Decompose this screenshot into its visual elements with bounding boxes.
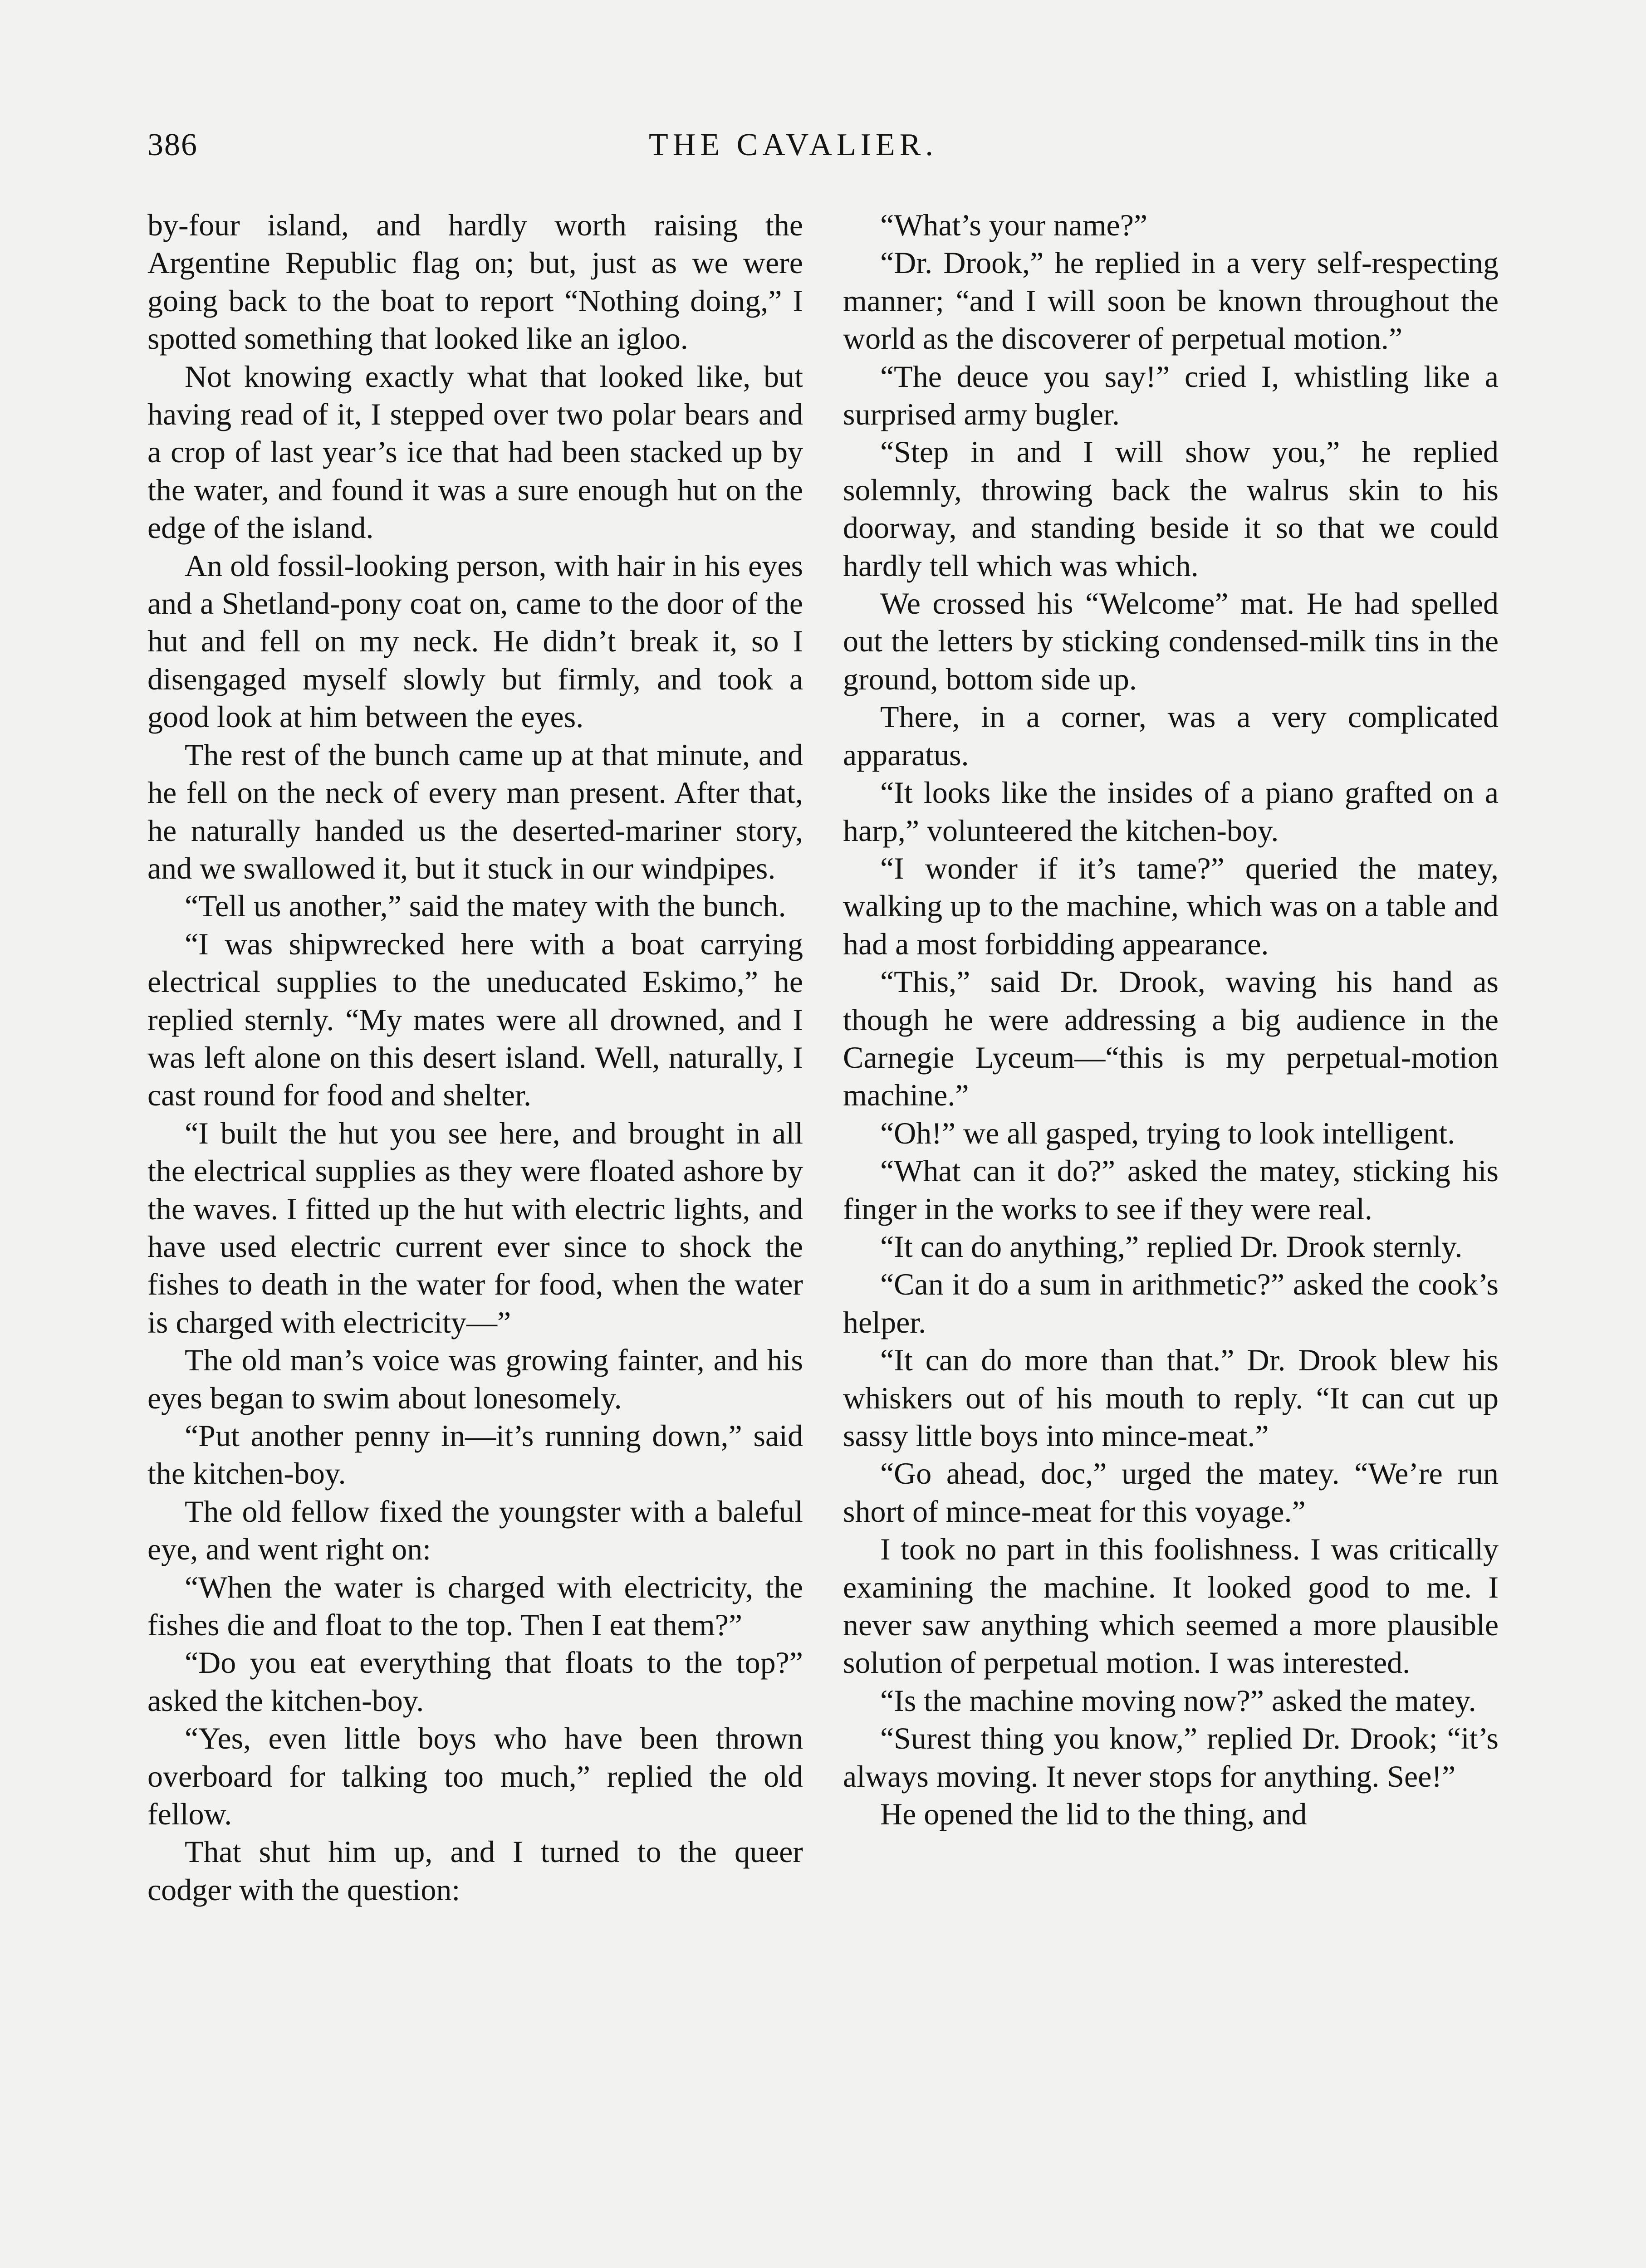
paragraph: “The deuce you say!” cried I, whistling like a surprised army bugler. <box>843 359 1499 432</box>
paragraph: “It can do anything,” replied Dr. Drook sternly. <box>880 1229 1463 1264</box>
paragraph: Not knowing exactly what that looked like, but having read of it, I stepped over two polar bears and a crop of last year’s ice that had been stacked up by the water, and found it was a sure enough hut on the edge of the island. <box>147 359 803 545</box>
paragraph: “Do you eat everything that floats to the top?” asked the kitchen-boy. <box>147 1645 803 1718</box>
paragraph: “It can do more than that.” Dr. Drook blew his whiskers out of his mouth to reply. “It can cut up sassy little boys into mince-meat.” <box>843 1343 1499 1453</box>
paragraph: “When the water is charged with electricity, the fishes die and float to the top. Then I eat them?” <box>147 1569 803 1642</box>
right-text-column <box>843 206 1499 1833</box>
paragraph: “I was shipwrecked here with a boat carrying electrical supplies to the uneducated Eskimo,” he replied sternly. “My mates were all drowned, and I was left alone on this desert island. Well, naturally, I cast round for food and shelter. <box>147 926 803 1113</box>
paragraph: by-four island, and hardly worth raising the Argentine Republic flag on; but, just as we were going back to the boat to report “Nothing doing,” I spotted something that looked like an igloo. <box>147 208 803 356</box>
page-number: 386 <box>147 127 198 162</box>
paragraph: An old fossil-looking person, with hair in his eyes and a Shetland-pony coat on, came to the door of the hut and fell on my neck. He didn’t break it, so I disengaged myself slowly but firmly, and took a good look at him between the eyes. <box>147 548 803 734</box>
paragraph: “What can it do?” asked the matey, sticking his finger in the works to see if they were real. <box>843 1154 1499 1226</box>
paragraph: “Surest thing you know,” replied Dr. Drook; “it’s always moving. It never stops for anything. See!” <box>843 1721 1499 1794</box>
paragraph: “This,” said Dr. Drook, waving his hand as though he were addressing a big audience in the Carnegie Lyceum—“this is my perpetual-motion machine.” <box>843 964 1499 1113</box>
paragraph: “Step in and I will show you,” he replied solemnly, throwing back the walrus skin to his doorway, and standing beside it so that we could hardly tell which was which. <box>843 435 1499 583</box>
paragraph: I took no part in this foolishness. I was critically examining the machine. It looked good to me. I never saw anything which seemed a more plausible solution of perpetual motion. I was interested. <box>843 1532 1499 1680</box>
paragraph: “Can it do a sum in arithmetic?” asked the cook’s helper. <box>843 1267 1499 1339</box>
paragraph: “What’s your name?” <box>880 208 1148 242</box>
paragraph: “Oh!” we all gasped, trying to look intelligent. <box>880 1115 1455 1150</box>
paragraph: He opened the lid to the thing, and <box>880 1797 1307 1832</box>
running-head-title: THE CAVALIER. <box>649 127 938 162</box>
paragraph: “I built the hut you see here, and brought in all the electrical supplies as they were floated ashore by the waves. I fitted up the hut with electric lights, and have used electric current ever since to shock the fishes to death in the water for food, when the water is charged with electricity—” <box>147 1115 803 1339</box>
paragraph: The old fellow fixed the youngster with a baleful eye, and went right on: <box>147 1494 803 1567</box>
paragraph: “Go ahead, doc,” urged the matey. “We’re run short of mince-meat for this voyage.” <box>843 1456 1499 1529</box>
paragraph: That shut him up, and I turned to the queer codger with the question: <box>147 1834 803 1907</box>
paragraph: We crossed his “Welcome” mat. He had spelled out the letters by sticking condensed-milk tins in the ground, bottom side up. <box>843 586 1499 696</box>
left-text-column <box>147 206 803 1909</box>
paragraph: “I wonder if it’s tame?” queried the matey, walking up to the machine, which was on a table and had a most forbidding appearance. <box>843 850 1499 961</box>
paragraph: “Tell us another,” said the matey with the bunch. <box>185 889 786 924</box>
paragraph: “Yes, even little boys who have been thrown overboard for talking too much,” replied the old fellow. <box>147 1721 803 1832</box>
paragraph: The rest of the bunch came up at that minute, and he fell on the neck of every man present. After that, he naturally handed us the deserted-mariner story, and we swallowed it, but it stuck in our windpipes. <box>147 737 803 885</box>
paragraph: “Dr. Drook,” he replied in a very self-respecting manner; “and I will soon be known throughout the world as the discoverer of perpetual motion.” <box>843 245 1499 356</box>
paragraph: There, in a corner, was a very complicated apparatus. <box>843 699 1499 772</box>
paragraph: “Put another penny in—it’s running down,” said the kitchen-boy. <box>147 1418 803 1491</box>
paragraph: The old man’s voice was growing fainter, and his eyes began to swim about lonesomely. <box>147 1343 803 1415</box>
paragraph: “Is the machine moving now?” asked the matey. <box>880 1683 1476 1718</box>
paragraph: “It looks like the insides of a piano grafted on a harp,” volunteered the kitchen-boy. <box>843 775 1499 848</box>
